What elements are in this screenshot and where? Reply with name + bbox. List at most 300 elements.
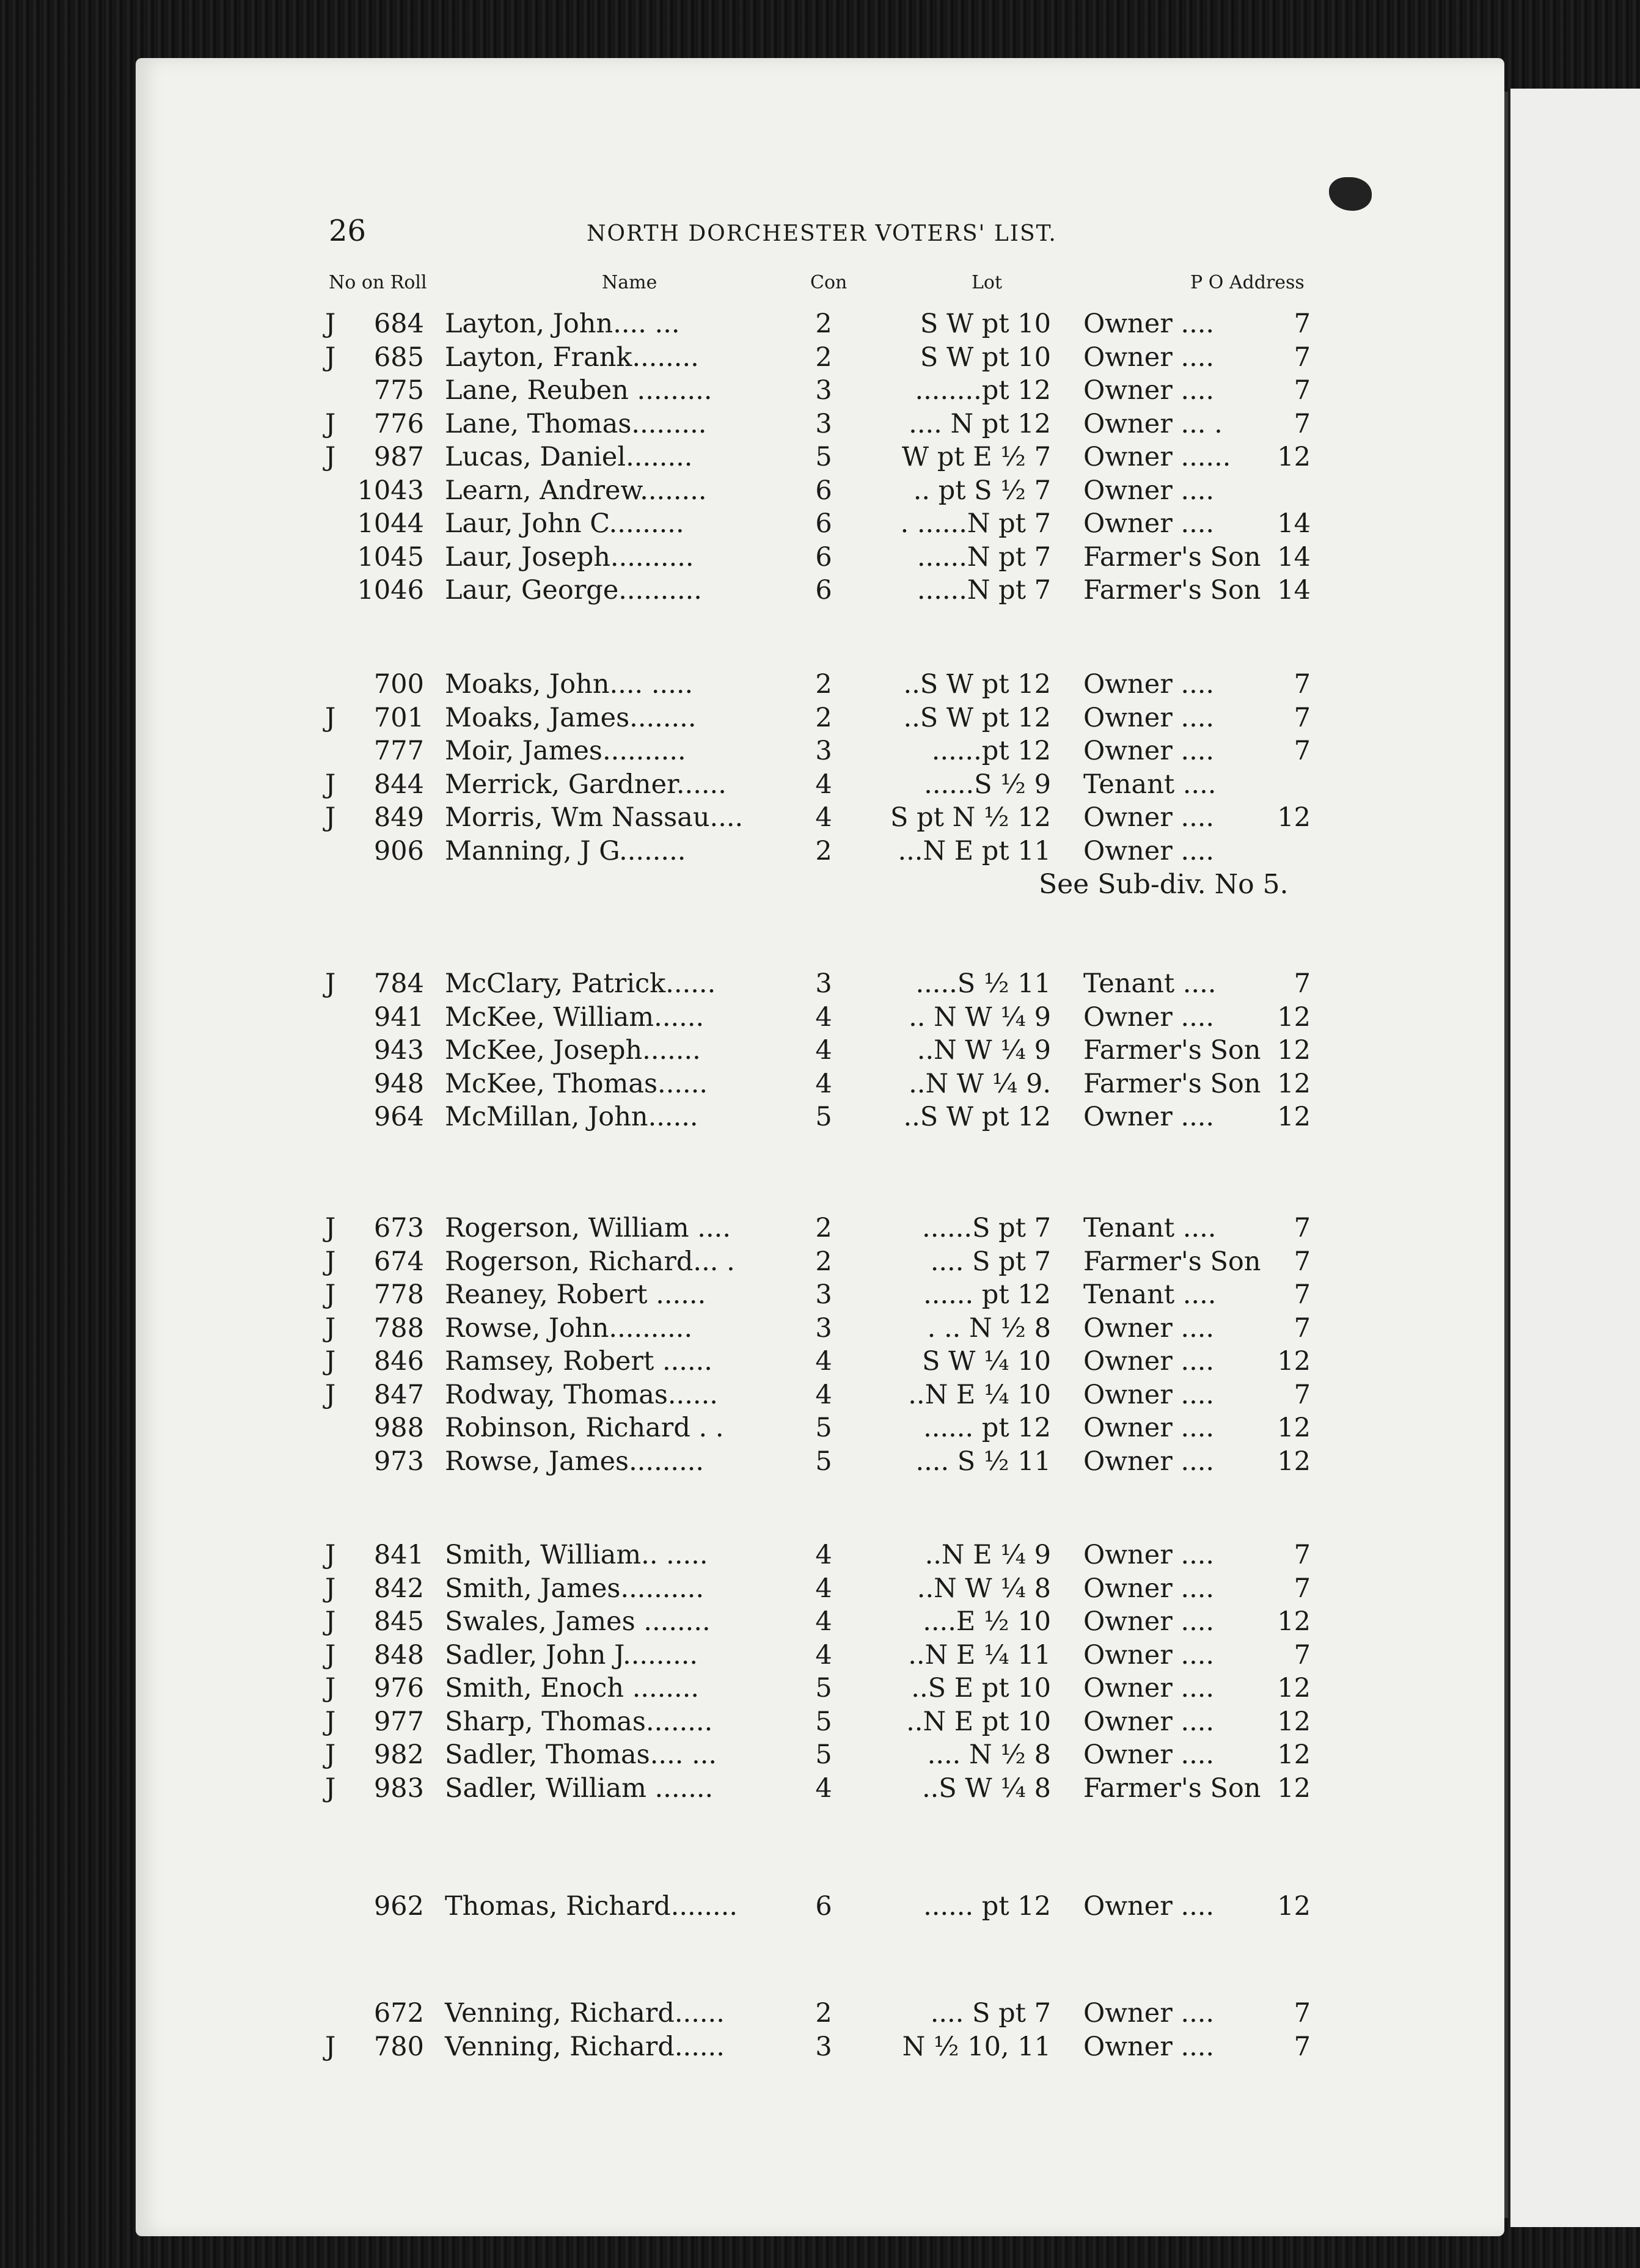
status: Farmer's Son bbox=[1083, 575, 1261, 605]
status: Owner .... bbox=[1083, 342, 1215, 373]
roll-mark: J bbox=[325, 442, 336, 472]
status: Owner .... bbox=[1083, 736, 1215, 766]
sub-division-note: See Sub-div. No 5. bbox=[1039, 869, 1289, 900]
voter-name: Moir, James.......... bbox=[445, 736, 686, 766]
roll-number: 962 bbox=[373, 1891, 424, 1922]
voter-row bbox=[0, 1246, 1640, 1280]
lot: ..S E pt 10 bbox=[911, 1673, 1051, 1703]
concession: 3 bbox=[815, 1312, 832, 1344]
concession: 5 bbox=[815, 1413, 832, 1443]
concession: 2 bbox=[815, 1213, 832, 1243]
voter-row bbox=[0, 736, 1640, 769]
status: Owner ... . bbox=[1083, 408, 1223, 439]
col-lot: Lot bbox=[972, 272, 1003, 293]
lot: ......pt 12 bbox=[931, 736, 1051, 766]
po-address: 7 bbox=[1294, 702, 1311, 733]
section-6 bbox=[0, 1891, 1640, 1925]
roll-number: 776 bbox=[373, 408, 424, 439]
roll-number: 844 bbox=[373, 769, 424, 800]
col-no-on-roll: No on Roll bbox=[329, 272, 427, 293]
section-2 bbox=[0, 669, 1640, 902]
concession: 2 bbox=[815, 342, 832, 373]
roll-mark: J bbox=[325, 1673, 336, 1703]
po-address: 12 bbox=[1277, 1706, 1311, 1737]
lot: . ......N pt 7 bbox=[900, 508, 1051, 539]
lot: .... S pt 7 bbox=[930, 1998, 1051, 2028]
voter-name: Smith, James.......... bbox=[445, 1573, 705, 1604]
voter-name: Venning, Richard...... bbox=[445, 2031, 725, 2062]
lot: .... S ½ 11 bbox=[915, 1446, 1051, 1477]
status: Owner .... bbox=[1083, 309, 1215, 339]
lot: ..S W ¼ 8 bbox=[921, 1772, 1051, 1804]
concession: 3 bbox=[815, 736, 832, 766]
voter-name: Robinson, Richard . . bbox=[445, 1413, 724, 1443]
lot: ...... pt 12 bbox=[923, 1891, 1051, 1922]
roll-mark: J bbox=[325, 1346, 336, 1377]
voter-name: Merrick, Gardner...... bbox=[445, 769, 727, 800]
concession: 2 bbox=[815, 1998, 832, 2028]
po-address: 7 bbox=[1294, 1213, 1311, 1243]
section-7 bbox=[0, 1998, 1640, 2065]
voter-row bbox=[0, 1346, 1640, 1380]
status: Tenant .... bbox=[1083, 769, 1217, 800]
status: Owner .... bbox=[1083, 802, 1215, 833]
voter-row bbox=[0, 1606, 1640, 1640]
voter-name: Morris, Wm Nassau.... bbox=[445, 802, 744, 833]
roll-number: 1043 bbox=[357, 475, 424, 506]
voter-name: Layton, Frank........ bbox=[445, 342, 699, 373]
lot: ..N W ¼ 8 bbox=[917, 1573, 1051, 1604]
roll-number: 977 bbox=[373, 1706, 424, 1737]
voter-row bbox=[0, 309, 1640, 342]
concession: 3 bbox=[815, 1279, 832, 1310]
concession: 4 bbox=[815, 1346, 832, 1377]
status: Owner .... bbox=[1083, 1312, 1215, 1344]
status: Owner .... bbox=[1083, 702, 1215, 733]
po-address: 12 bbox=[1277, 1068, 1311, 1099]
lot: ..N W ¼ 9 bbox=[917, 1035, 1051, 1066]
po-address: 12 bbox=[1277, 1102, 1311, 1132]
roll-number: 847 bbox=[373, 1379, 424, 1410]
roll-mark: J bbox=[325, 408, 336, 439]
lot: ..N E ¼ 10 bbox=[908, 1379, 1051, 1410]
status: Farmer's Son bbox=[1083, 541, 1261, 572]
status: Farmer's Son bbox=[1083, 1068, 1261, 1099]
concession: 3 bbox=[815, 375, 832, 406]
po-address: 14 bbox=[1277, 541, 1311, 572]
roll-number: 685 bbox=[373, 342, 424, 373]
po-address: 12 bbox=[1277, 1413, 1311, 1443]
status: Owner .... bbox=[1083, 1739, 1215, 1770]
po-address: 12 bbox=[1277, 1606, 1311, 1637]
concession: 4 bbox=[815, 1606, 832, 1637]
voter-row bbox=[0, 542, 1640, 576]
concession: 2 bbox=[815, 835, 832, 866]
lot: S pt N ½ 12 bbox=[890, 802, 1051, 833]
po-address: 7 bbox=[1294, 1279, 1311, 1310]
concession: 2 bbox=[815, 309, 832, 339]
voter-row bbox=[0, 703, 1640, 736]
lot: S W ¼ 10 bbox=[921, 1346, 1051, 1377]
status: Tenant .... bbox=[1083, 1279, 1217, 1310]
concession: 2 bbox=[815, 669, 832, 700]
status: Owner .... bbox=[1083, 1346, 1215, 1377]
voter-name: Venning, Richard...... bbox=[445, 1998, 725, 2028]
po-address: 12 bbox=[1277, 1346, 1311, 1377]
roll-mark: J bbox=[325, 1772, 336, 1804]
status: Owner .... bbox=[1083, 1379, 1215, 1410]
status: Owner .... bbox=[1083, 669, 1215, 700]
voter-row bbox=[0, 508, 1640, 542]
roll-mark: J bbox=[325, 1213, 336, 1243]
po-address: 12 bbox=[1277, 1446, 1311, 1477]
po-address: 7 bbox=[1294, 1540, 1311, 1570]
roll-number: 700 bbox=[373, 669, 424, 700]
voter-name: Laur, George.......... bbox=[445, 575, 702, 605]
po-address: 12 bbox=[1277, 1001, 1311, 1033]
voter-row bbox=[0, 1573, 1640, 1607]
concession: 4 bbox=[815, 1540, 832, 1570]
roll-number: 778 bbox=[373, 1279, 424, 1310]
roll-number: 1044 bbox=[357, 508, 424, 539]
status: Owner ...... bbox=[1083, 442, 1231, 472]
voter-row bbox=[0, 409, 1640, 442]
voter-row bbox=[0, 802, 1640, 836]
concession: 5 bbox=[815, 1102, 832, 1132]
concession: 3 bbox=[815, 408, 832, 439]
lot: ..N E pt 10 bbox=[906, 1706, 1051, 1737]
concession: 5 bbox=[815, 442, 832, 472]
roll-mark: J bbox=[325, 2031, 336, 2062]
po-address: 12 bbox=[1277, 1035, 1311, 1066]
voter-name: Sharp, Thomas........ bbox=[445, 1706, 713, 1737]
voter-name: Moaks, James........ bbox=[445, 702, 697, 733]
roll-number: 788 bbox=[373, 1312, 424, 1344]
section-5 bbox=[0, 1540, 1640, 1806]
roll-mark: J bbox=[325, 342, 336, 373]
po-address: 7 bbox=[1294, 2031, 1311, 2062]
voter-row bbox=[0, 1673, 1640, 1706]
voter-row bbox=[0, 1069, 1640, 1102]
lot: ..N W ¼ 9. bbox=[909, 1068, 1051, 1099]
status: Owner .... bbox=[1083, 1540, 1215, 1570]
voter-name: McMillan, John...... bbox=[445, 1102, 698, 1132]
po-address: 7 bbox=[1294, 968, 1311, 999]
roll-number: 775 bbox=[373, 375, 424, 406]
voter-name: Layton, John.... ... bbox=[445, 309, 680, 339]
roll-mark: J bbox=[325, 1639, 336, 1670]
po-address: 12 bbox=[1277, 1891, 1311, 1922]
lot: ...... pt 12 bbox=[923, 1279, 1051, 1310]
voter-name: Ramsey, Robert ...... bbox=[445, 1346, 712, 1377]
roll-mark: J bbox=[325, 1312, 336, 1344]
voter-row bbox=[0, 769, 1640, 803]
concession: 3 bbox=[815, 968, 832, 999]
roll-number: 943 bbox=[373, 1035, 424, 1066]
voter-name: Lucas, Daniel........ bbox=[445, 442, 693, 472]
concession: 4 bbox=[815, 1573, 832, 1604]
voter-row bbox=[0, 1891, 1640, 1925]
roll-mark: J bbox=[325, 1379, 336, 1410]
status: Owner .... bbox=[1083, 1102, 1215, 1132]
voter-name: Thomas, Richard........ bbox=[445, 1891, 738, 1922]
lot: ...... pt 12 bbox=[923, 1413, 1051, 1443]
lot: ......S pt 7 bbox=[922, 1213, 1051, 1243]
roll-number: 777 bbox=[373, 736, 424, 766]
roll-number: 672 bbox=[373, 1998, 424, 2028]
status: Owner .... bbox=[1083, 1573, 1215, 1604]
status: Owner .... bbox=[1083, 1891, 1215, 1922]
lot: ..S W pt 12 bbox=[903, 702, 1051, 733]
po-address: 7 bbox=[1294, 736, 1311, 766]
page-number: 26 bbox=[329, 214, 367, 248]
lot: S W pt 10 bbox=[920, 309, 1051, 339]
po-address: 7 bbox=[1294, 1998, 1311, 2028]
voter-row bbox=[0, 1002, 1640, 1036]
col-con: Con bbox=[810, 272, 847, 293]
lot: .... N ½ 8 bbox=[927, 1739, 1051, 1770]
concession: 5 bbox=[815, 1706, 832, 1737]
roll-number: 673 bbox=[373, 1213, 424, 1243]
roll-number: 983 bbox=[373, 1772, 424, 1804]
status: Owner .... bbox=[1083, 508, 1215, 539]
col-name: Name bbox=[602, 272, 657, 293]
roll-number: 846 bbox=[373, 1346, 424, 1377]
roll-number: 780 bbox=[373, 2031, 424, 2062]
po-address: 12 bbox=[1277, 802, 1311, 833]
roll-mark: J bbox=[325, 309, 336, 339]
voter-name: Laur, John C......... bbox=[445, 508, 684, 539]
roll-mark: J bbox=[325, 1540, 336, 1570]
voter-row bbox=[0, 1035, 1640, 1069]
voter-name: Lane, Thomas......... bbox=[445, 408, 707, 439]
voter-name: Laur, Joseph.......... bbox=[445, 541, 694, 572]
concession: 6 bbox=[815, 1891, 832, 1922]
po-address: 7 bbox=[1294, 408, 1311, 439]
voter-name: Rogerson, William .... bbox=[445, 1213, 731, 1243]
col-po-address: P O Address bbox=[1190, 272, 1305, 293]
status: Owner .... bbox=[1083, 375, 1215, 406]
voter-row bbox=[0, 1706, 1640, 1740]
roll-number: 674 bbox=[373, 1246, 424, 1277]
voter-name: McKee, William...... bbox=[445, 1001, 705, 1033]
status: Owner .... bbox=[1083, 835, 1215, 866]
voter-row bbox=[0, 1446, 1640, 1480]
voter-row bbox=[0, 442, 1640, 475]
section-1 bbox=[0, 309, 1640, 609]
status: Owner .... bbox=[1083, 1673, 1215, 1703]
lot: .. pt S ½ 7 bbox=[913, 475, 1051, 506]
concession: 6 bbox=[815, 508, 832, 539]
status: Owner .... bbox=[1083, 1706, 1215, 1737]
roll-number: 964 bbox=[373, 1102, 424, 1132]
concession: 4 bbox=[815, 1639, 832, 1670]
roll-mark: J bbox=[325, 1606, 336, 1637]
po-address: 12 bbox=[1277, 1739, 1311, 1770]
page-header bbox=[0, 214, 1640, 251]
voter-row bbox=[0, 669, 1640, 703]
status: Owner .... bbox=[1083, 475, 1215, 506]
voter-name: Sadler, John J......... bbox=[445, 1639, 698, 1670]
po-address: 7 bbox=[1294, 1573, 1311, 1604]
voter-row bbox=[0, 2032, 1640, 2065]
po-address: 7 bbox=[1294, 1246, 1311, 1277]
lot: .... S pt 7 bbox=[930, 1246, 1051, 1277]
status: Owner .... bbox=[1083, 1998, 1215, 2028]
po-address: 7 bbox=[1294, 1639, 1311, 1670]
voter-name: Sadler, Thomas.... ... bbox=[445, 1739, 717, 1770]
lot: ........pt 12 bbox=[915, 375, 1051, 406]
lot: ..S W pt 12 bbox=[903, 669, 1051, 700]
voter-name: Rodway, Thomas...... bbox=[445, 1379, 718, 1410]
lot: ......S ½ 9 bbox=[924, 769, 1051, 800]
voter-row bbox=[0, 836, 1640, 869]
status: Farmer's Son bbox=[1083, 1772, 1261, 1804]
status: Owner .... bbox=[1083, 1001, 1215, 1033]
lot: N ½ 10, 11 bbox=[902, 2031, 1051, 2062]
po-address: 12 bbox=[1277, 1673, 1311, 1703]
concession: 4 bbox=[815, 1379, 832, 1410]
voter-row bbox=[0, 475, 1640, 509]
roll-number: 941 bbox=[373, 1001, 424, 1033]
voter-row bbox=[0, 1279, 1640, 1313]
lot: .... N pt 12 bbox=[909, 408, 1051, 439]
voter-name: McKee, Joseph....... bbox=[445, 1035, 701, 1066]
voter-row bbox=[0, 1773, 1640, 1807]
voter-name: Rowse, John.......... bbox=[445, 1312, 693, 1344]
status: Tenant .... bbox=[1083, 968, 1217, 999]
roll-mark: J bbox=[325, 702, 336, 733]
concession: 4 bbox=[815, 1772, 832, 1804]
voter-row bbox=[0, 342, 1640, 376]
roll-mark: J bbox=[325, 802, 336, 833]
concession: 2 bbox=[815, 1246, 832, 1277]
status: Owner .... bbox=[1083, 1606, 1215, 1637]
po-address: 12 bbox=[1277, 1772, 1311, 1804]
roll-mark: J bbox=[325, 1706, 336, 1737]
voter-name: Reaney, Robert ...... bbox=[445, 1279, 706, 1310]
roll-number: 982 bbox=[373, 1739, 424, 1770]
roll-mark: J bbox=[325, 769, 336, 800]
po-address: 7 bbox=[1294, 1312, 1311, 1344]
status: Owner .... bbox=[1083, 2031, 1215, 2062]
voter-row bbox=[0, 1739, 1640, 1773]
po-address: 7 bbox=[1294, 375, 1311, 406]
voter-row bbox=[0, 1102, 1640, 1135]
status: Farmer's Son bbox=[1083, 1035, 1261, 1066]
roll-number: 784 bbox=[373, 968, 424, 999]
roll-number: 701 bbox=[373, 702, 424, 733]
concession: 6 bbox=[815, 575, 832, 605]
lot: ....E ½ 10 bbox=[923, 1606, 1051, 1637]
lot: ...N E pt 11 bbox=[898, 835, 1051, 866]
lot: ......N pt 7 bbox=[917, 575, 1051, 605]
voter-name: Smith, William.. ..... bbox=[445, 1540, 708, 1570]
po-address: 7 bbox=[1294, 309, 1311, 339]
concession: 5 bbox=[815, 1446, 832, 1477]
column-headers bbox=[0, 272, 1640, 296]
roll-number: 1045 bbox=[357, 541, 424, 572]
status: Owner .... bbox=[1083, 1413, 1215, 1443]
roll-number: 849 bbox=[373, 802, 424, 833]
voter-name: Swales, James ........ bbox=[445, 1606, 711, 1637]
roll-mark: J bbox=[325, 1573, 336, 1604]
roll-number: 848 bbox=[373, 1639, 424, 1670]
roll-number: 976 bbox=[373, 1673, 424, 1703]
lot: .....S ½ 11 bbox=[915, 968, 1051, 999]
po-address: 14 bbox=[1277, 575, 1311, 605]
voter-name: Rowse, James......... bbox=[445, 1446, 705, 1477]
lot: .. N W ¼ 9 bbox=[909, 1001, 1051, 1033]
roll-number: 988 bbox=[373, 1413, 424, 1443]
lot: ..N E ¼ 9 bbox=[924, 1540, 1051, 1570]
voter-row bbox=[0, 375, 1640, 409]
voter-name: McClary, Patrick...... bbox=[445, 968, 716, 999]
voter-row bbox=[0, 1380, 1640, 1413]
roll-number: 948 bbox=[373, 1068, 424, 1099]
concession: 3 bbox=[815, 2031, 832, 2062]
roll-number: 841 bbox=[373, 1540, 424, 1570]
po-address: 7 bbox=[1294, 342, 1311, 373]
voter-name: Moaks, John.... ..... bbox=[445, 669, 694, 700]
voter-row bbox=[0, 1313, 1640, 1347]
voter-row bbox=[0, 1998, 1640, 2032]
voter-row bbox=[0, 575, 1640, 609]
roll-number: 1046 bbox=[357, 575, 424, 605]
roll-number: 684 bbox=[373, 309, 424, 339]
roll-number: 842 bbox=[373, 1573, 424, 1604]
voter-row bbox=[0, 968, 1640, 1002]
status: Tenant .... bbox=[1083, 1213, 1217, 1243]
roll-mark: J bbox=[325, 1739, 336, 1770]
po-address: 12 bbox=[1277, 442, 1311, 472]
voter-name: McKee, Thomas...... bbox=[445, 1068, 708, 1099]
concession: 6 bbox=[815, 475, 832, 506]
voter-row bbox=[0, 1213, 1640, 1246]
voter-name: Smith, Enoch ........ bbox=[445, 1673, 700, 1703]
roll-number: 973 bbox=[373, 1446, 424, 1477]
po-address: 7 bbox=[1294, 669, 1311, 700]
lot: ..S W pt 12 bbox=[903, 1102, 1051, 1132]
lot: W pt E ½ 7 bbox=[901, 442, 1051, 472]
voter-row bbox=[0, 1640, 1640, 1674]
section-3 bbox=[0, 968, 1640, 1135]
section-4 bbox=[0, 1213, 1640, 1479]
lot: ......N pt 7 bbox=[917, 541, 1051, 572]
lot: S W pt 10 bbox=[920, 342, 1051, 373]
status: Owner .... bbox=[1083, 1446, 1215, 1477]
concession: 6 bbox=[815, 541, 832, 572]
status: Farmer's Son bbox=[1083, 1246, 1261, 1277]
roll-mark: J bbox=[325, 1279, 336, 1310]
concession: 4 bbox=[815, 802, 832, 833]
concession: 4 bbox=[815, 769, 832, 800]
po-address: 14 bbox=[1277, 508, 1311, 539]
roll-number: 906 bbox=[373, 835, 424, 866]
voter-name: Sadler, William ....... bbox=[445, 1772, 714, 1804]
voter-name: Rogerson, Richard... . bbox=[445, 1246, 735, 1277]
roll-mark: J bbox=[325, 1246, 336, 1277]
voter-name: Manning, J G........ bbox=[445, 835, 686, 866]
lot: . .. N ½ 8 bbox=[927, 1312, 1051, 1344]
concession: 4 bbox=[815, 1001, 832, 1033]
concession: 4 bbox=[815, 1068, 832, 1099]
concession: 2 bbox=[815, 702, 832, 733]
voter-name: Lane, Reuben ......... bbox=[445, 375, 712, 406]
roll-number: 845 bbox=[373, 1606, 424, 1637]
voter-row bbox=[0, 1413, 1640, 1446]
voter-name: Learn, Andrew........ bbox=[445, 475, 707, 506]
